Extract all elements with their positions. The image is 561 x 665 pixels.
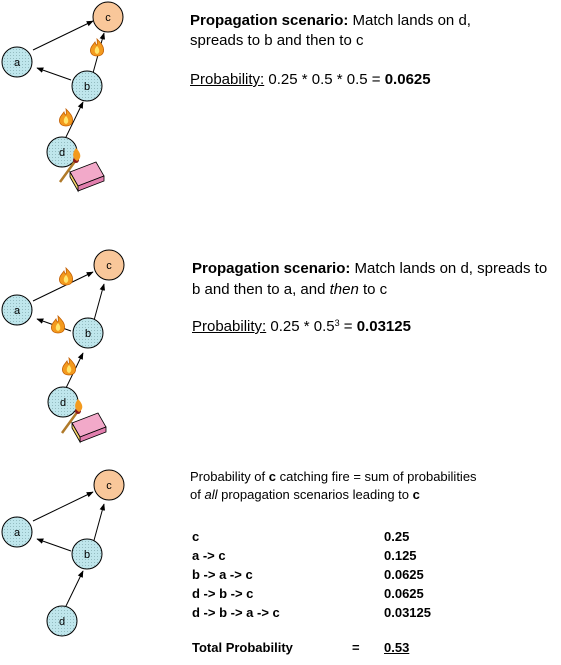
node-d [47, 606, 77, 636]
svg-text:a: a [13, 527, 21, 539]
probability-expression: 0.25 * 0.5 * 0.5 = [268, 71, 381, 88]
node-c [93, 2, 123, 32]
node-ref: c [268, 469, 277, 484]
node-b [73, 318, 103, 348]
svg-text:c: c [106, 260, 112, 272]
flame-icon [62, 358, 75, 375]
svg-text:c: c [105, 12, 111, 24]
graph-summary [0, 465, 180, 665]
table-row: d -> b -> a -> c 0.03125 [192, 605, 431, 620]
table-row: c 0.25 [192, 529, 410, 544]
total-equals: = [352, 640, 360, 655]
node-a [2, 295, 32, 325]
node-b [72, 71, 102, 101]
edge-b-c [93, 504, 104, 544]
probability-result: 0.03125 [356, 318, 411, 335]
summary-line-2-mid: propagation scenarios leading to [221, 487, 410, 502]
total-value: 0.53 [384, 640, 410, 655]
node-ref: c [412, 487, 420, 502]
scenario-description: Match lands on d, spreads to b and then to c [190, 12, 471, 49]
graph-scenario-2 [0, 245, 180, 445]
node-d [48, 387, 78, 417]
scenario-description: Match lands on d, spreads to b and then to a, and [192, 260, 548, 298]
scenario-description-end: to c [363, 281, 388, 298]
probability-label: Probability: [190, 71, 265, 88]
summary-text [190, 468, 555, 504]
edge-a-c [33, 492, 93, 521]
probability-exponent: 3 [334, 318, 340, 328]
svg-text:a: a [13, 57, 21, 69]
scenario-2-text [192, 258, 552, 337]
edge-d-b [66, 571, 83, 606]
probability-result: 0.0625 [384, 71, 431, 88]
edge-b-a [37, 539, 71, 551]
scenario-heading: Propagation scenario: [190, 12, 349, 29]
node-a [2, 517, 32, 547]
scenario-1-text [190, 11, 520, 90]
scenario-description-emphasis: then [329, 281, 359, 298]
svg-text:d: d [59, 397, 67, 409]
node-a [2, 47, 32, 77]
node-d [47, 137, 77, 167]
svg-text:a: a [13, 305, 21, 317]
svg-text:b: b [83, 81, 91, 93]
node-b [72, 539, 102, 569]
scenario-heading: Propagation scenario: [192, 260, 351, 277]
summary-line-2: of [190, 487, 201, 502]
svg-text:d: d [58, 147, 66, 159]
edge-a-c [33, 21, 93, 50]
table-row: b -> a -> c 0.0625 [192, 567, 424, 582]
graph-scenario-1 [0, 0, 180, 200]
probability-expression: 0.25 * 0.5 [270, 318, 335, 335]
node-c [94, 250, 124, 280]
svg-text:b: b [83, 549, 91, 561]
flame-icon [59, 109, 72, 126]
probability-equals: = [343, 318, 353, 335]
probability-label: Probability: [192, 318, 267, 335]
total-probability [192, 640, 409, 655]
summary-line-1: Probability of [190, 469, 266, 484]
table-row: d -> b -> c 0.0625 [192, 586, 424, 601]
svg-text:c: c [106, 480, 112, 492]
edge-b-c [93, 284, 104, 324]
edge-b-a [37, 68, 71, 80]
summary-line-1-end: catching fire = sum of probabilities [279, 469, 477, 484]
flame-icon [59, 268, 72, 285]
svg-text:d: d [58, 616, 66, 628]
summary-emphasis: all [204, 487, 218, 502]
flame-icon [51, 316, 64, 333]
scenario-table [192, 527, 492, 622]
table-row: a -> c 0.125 [192, 548, 417, 563]
total-label: Total Probability [192, 640, 293, 655]
svg-text:b: b [84, 328, 92, 340]
node-c [94, 470, 124, 500]
